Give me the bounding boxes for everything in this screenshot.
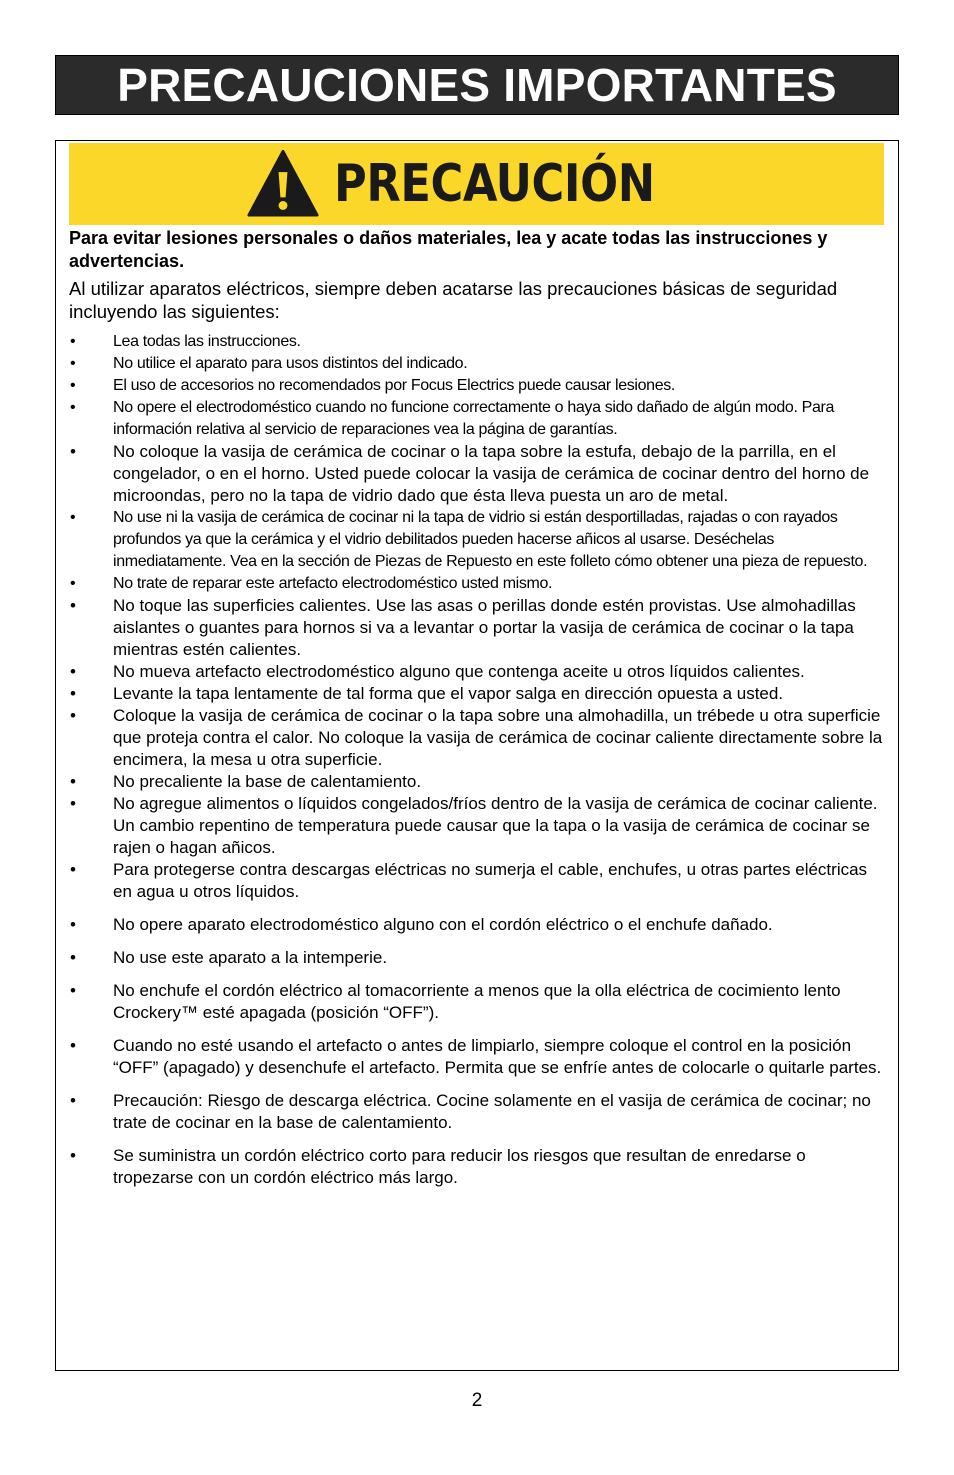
list-item: • No use ni la vasija de cerámica de cocinar ni la tapa de vidrio si están desportilladas, rajadas o con rayados profundos ya que la cerámica y el vidrio debilitados pueden hacerse añicos al usarse. Deséchelas inmediatamente. Vea en la sección de Piezas de Repuesto en este folleto cómo obtener una pieza de repuesto.: [69, 507, 884, 573]
list-item: • No coloque la vasija de cerámica de cocinar o la tapa sobre la estufa, debajo de la parrilla, en el congelador, o en el horno. Usted puede colocar la vasija de cerámica de cocinar dentro del horno de microondas, pero no la tapa de vidrio dado que ésta lleva puesta un aro de metal.: [69, 441, 884, 507]
list-item: • No use este aparato a la intemperie.: [69, 947, 884, 969]
list-item: • Coloque la vasija de cerámica de cocinar o la tapa sobre una almohadilla, un trébede u otra superficie que proteja contra el calor. No coloque la vasija de cerámica de cocinar caliente directamente sobre la encimera, la mesa u otra superficie.: [69, 705, 884, 771]
list-item: • No trate de reparar este artefacto electrodoméstico usted mismo.: [69, 573, 884, 595]
list-item: • No enchufe el cordón eléctrico al tomacorriente a menos que la olla eléctrica de cocimiento lento Crockery™ esté apagada (posición “OFF”).: [69, 980, 884, 1024]
intro-bold: Para evitar lesiones personales o daños materiales, lea y acate todas las instrucciones y advertencias.: [69, 228, 828, 271]
caution-word: PRECAUCIÓN: [334, 154, 655, 214]
warning-triangle-icon: [246, 147, 320, 221]
list-item: • No precaliente la base de calentamiento.: [69, 771, 884, 793]
list-item: • El uso de accesorios no recomendados por Focus Electrics puede causar lesiones.: [69, 375, 884, 397]
list-item: • Cuando no esté usando el artefacto o antes de limpiarlo, siempre coloque el control en la posición “OFF” (apagado) y desenchufe el artefacto. Permita que se enfríe antes de colocarle o quitarle partes.: [69, 1035, 884, 1079]
list-item: • No opere aparato electrodoméstico alguno con el cordón eléctrico o el enchufe dañado.: [69, 914, 884, 936]
list-item: • No utilice el aparato para usos distintos del indicado.: [69, 353, 884, 375]
list-item: • No mueva artefacto electrodoméstico alguno que contenga aceite u otros líquidos calientes.: [69, 661, 884, 683]
page-title: PRECAUCIONES IMPORTANTES: [117, 59, 837, 111]
list-item: • No toque las superficies calientes. Use las asas o perillas donde estén provistas. Use almohadillas aislantes o guantes para hornos si va a levantar o portar la vasija de cerámica de cocinar o la tapa mientras estén calientes.: [69, 595, 884, 661]
intro-text: Al utilizar aparatos eléctricos, siempre deben acatarse las precauciones básicas de seguridad incluyendo las siguientes:: [69, 278, 838, 322]
list-item: • Precaución: Riesgo de descarga eléctrica. Cocine solamente en el vasija de cerámica de cocinar; no trate de cocinar en la base de calentamiento.: [69, 1090, 884, 1134]
list-item: • Lea todas las instrucciones.: [69, 331, 884, 353]
precautions-box: [55, 140, 899, 1371]
title-bar: [55, 55, 899, 115]
precautions-content: [69, 227, 884, 1189]
list-item: • Levante la tapa lentamente de tal forma que el vapor salga en dirección opuesta a usted.: [69, 683, 884, 705]
list-item: • Se suministra un cordón eléctrico corto para reducir los riesgos que resultan de enredarse o tropezarse con un cordón eléctrico más largo.: [69, 1145, 884, 1189]
page-number: 2: [471, 1390, 483, 1411]
list-item: • No opere el electrodoméstico cuando no funcione correctamente o haya sido dañado de algún modo. Para información relativa al servicio de reparaciones vea la página de garantías.: [69, 397, 884, 441]
list-item: • No agregue alimentos o líquidos congelados/fríos dentro de la vasija de cerámica de cocinar caliente. Un cambio repentino de temperatura puede causar que la tapa o la vasija de cerámica de cocinar se rajen o hagan añicos.: [69, 793, 884, 859]
list-item: • Para protegerse contra descargas eléctricas no sumerja el cable, enchufes, u otras partes eléctricas en agua u otros líquidos.: [69, 859, 884, 903]
precautions-list: [69, 331, 884, 1189]
caution-banner: [69, 143, 884, 225]
